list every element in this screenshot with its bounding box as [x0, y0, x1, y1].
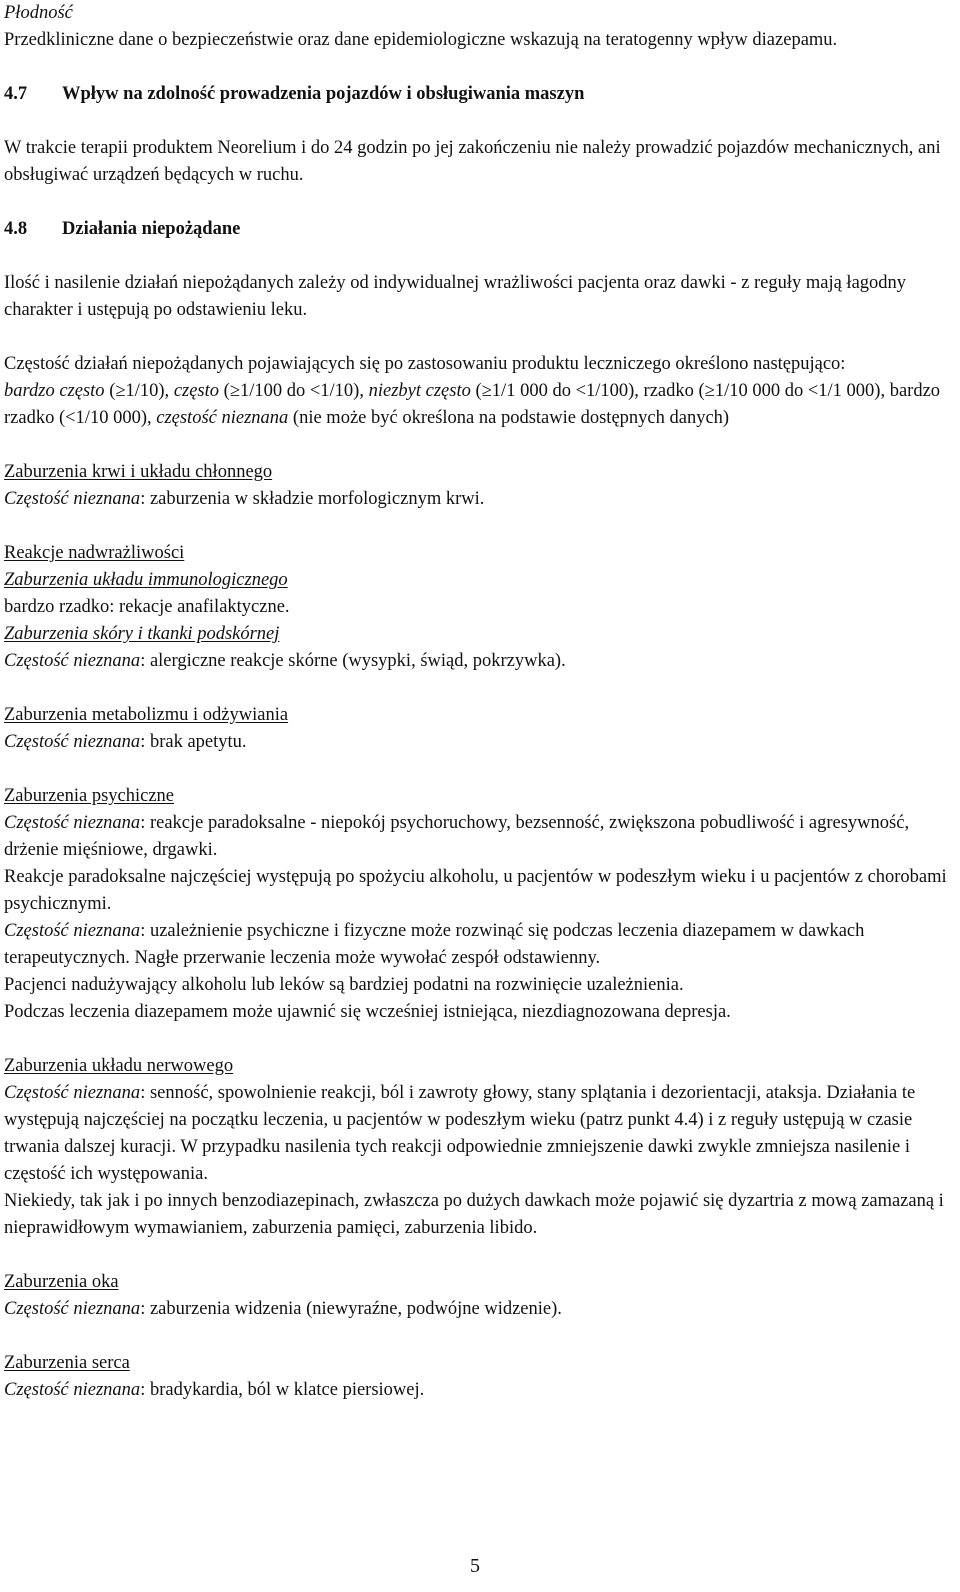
- freq-term: bardzo często: [4, 381, 105, 401]
- psychiatric-heading: Zaburzenia psychiczne: [4, 786, 175, 806]
- immune-text: bardzo rzadko: rekacje anafilaktyczne.: [4, 597, 290, 617]
- section-number: 4.8: [4, 219, 28, 239]
- effect-text: : bradykardia, ból w klatce piersiowej.: [140, 1380, 425, 1400]
- adverse-intro: Ilość i nasilenie działań niepożądanych zależy od indywidualnej wrażliwości pacjenta oraz dawki - z reguły mają łagodny charakter i ustępują po odstawieniu leku.: [4, 273, 907, 320]
- effect-text: : brak apetytu.: [140, 732, 247, 752]
- cardiac-heading: Zaburzenia serca: [4, 1353, 130, 1373]
- metabolism-text: [4, 729, 954, 756]
- skin-text: [4, 648, 954, 675]
- page-number: 5: [470, 1555, 480, 1577]
- psychiatric-text-2: Reakcje paradoksalne najczęściej występują po spożyciu alkoholu, u pacjentów w podeszłym wieku i u pacjentów z chorobami psychicznymi.: [4, 867, 947, 914]
- fertility-text: Przedkliniczne dane o bezpieczeństwie oraz dane epidemiologiczne wskazują na teratogenny wpływ diazepamu.: [4, 30, 838, 50]
- blood-heading: Zaburzenia krwi i układu chłonnego: [4, 462, 273, 482]
- section-4-8-heading: [4, 216, 954, 243]
- freq-label: Częstość nieznana: [4, 651, 141, 671]
- effect-text: : reakcje paradoksalne - niepokój psychoruchowy, bezsenność, zwiększona pobudliwość i agresywność, drżenie mięśniowe, drgawki.: [4, 813, 910, 860]
- effect-text: : senność, spowolnienie reakcji, ból i zawroty głowy, stany splątania i dezorientacji, ataksja. Działania te występują najczęściej na początku leczenia, u pacjentów w podeszłym wieku (patrz punkt 4.4) i z reguły ustępują w czasie trwania dalszej kuracji. W przypadku nasilenia tych reakcji odpowiednie zmniejszenie dawki zwykle zmniejsza nasilenie i częstość ich występowania.: [4, 1083, 916, 1184]
- freq-label: Częstość nieznana: [4, 1380, 141, 1400]
- hypersensitivity-heading: Reakcje nadwrażliwości: [4, 543, 185, 563]
- nervous-text-1: [4, 1080, 954, 1188]
- section-title: Wpływ na zdolność prowadzenia pojazdów i obsługiwania maszyn: [62, 84, 585, 104]
- freq-label: Częstość nieznana: [4, 813, 141, 833]
- cardiac-text: [4, 1377, 954, 1404]
- eye-text: [4, 1296, 954, 1323]
- document-page: [4, 0, 954, 1404]
- nervous-text-2: Niekiedy, tak jak i po innych benzodiazepinach, zwłaszcza po dużych dawkach może pojawić się dyzartria z mową zamazaną i nieprawidłowym wymawianiem, zaburzenia pamięci, zaburzenia libido.: [4, 1191, 944, 1238]
- freq-term: częstość nieznana: [156, 408, 289, 428]
- section-4-7-text: W trakcie terapii produktem Neorelium i do 24 godzin po jej zakończeniu nie należy prowadzić pojazdów mechanicznych, ani obsługiwać urządzeń będących w ruchu.: [4, 138, 941, 185]
- freq-label: Częstość nieznana: [4, 732, 141, 752]
- effect-text: : alergiczne reakcje skórne (wysypki, świąd, pokrzywka).: [140, 651, 566, 671]
- psychiatric-text-5: Podczas leczenia diazepamem może ujawnić się wcześniej istniejąca, niezdiagnozowana depresja.: [4, 1002, 731, 1022]
- freq-term: niezbyt często: [368, 381, 471, 401]
- effect-text: : zaburzenia widzenia (niewyraźne, podwójne widzenie).: [140, 1299, 562, 1319]
- section-number: 4.7: [4, 84, 28, 104]
- immune-heading: Zaburzenia układu immunologicznego: [4, 570, 288, 590]
- skin-heading: Zaburzenia skóry i tkanki podskórnej: [4, 624, 280, 644]
- eye-heading: Zaburzenia oka: [4, 1272, 119, 1292]
- section-title: Działania niepożądane: [62, 219, 241, 239]
- freq-range: (nie może być określona na podstawie dostępnych danych): [288, 408, 730, 428]
- section-4-7-heading: [4, 81, 954, 108]
- fertility-heading: Płodność: [4, 3, 73, 23]
- freq-label: Częstość nieznana: [4, 921, 141, 941]
- psychiatric-text-1: [4, 810, 954, 864]
- metabolism-heading: Zaburzenia metabolizmu i odżywiania: [4, 705, 289, 725]
- effect-text: : zaburzenia w składzie morfologicznym krwi.: [140, 489, 485, 509]
- psychiatric-text-4: Pacjenci nadużywający alkoholu lub leków są bardziej podatni na rozwinięcie uzależnienia.: [4, 975, 684, 995]
- freq-label: Częstość nieznana: [4, 1299, 141, 1319]
- nervous-heading: Zaburzenia układu nerwowego: [4, 1056, 234, 1076]
- freq-label: Częstość nieznana: [4, 1083, 141, 1103]
- freq-range: (≥1/10),: [104, 381, 174, 401]
- frequency-definitions: [4, 378, 954, 432]
- blood-text: [4, 486, 954, 513]
- freq-label: Częstość nieznana: [4, 489, 141, 509]
- psychiatric-text-3: [4, 918, 954, 972]
- frequency-intro: Częstość działań niepożądanych pojawiających się po zastosowaniu produktu leczniczego określono następująco:: [4, 354, 846, 374]
- freq-range: (≥1/1 000 do <1/100), rzadko (≥1/10 000 do <1/1 000), bardzo rzadko (<1/10 000),: [4, 381, 941, 428]
- freq-term: często: [173, 381, 220, 401]
- freq-range: (≥1/100 do <1/10),: [219, 381, 369, 401]
- effect-text: : uzależnienie psychiczne i fizyczne może rozwinąć się podczas leczenia diazepamem w dawkach terapeutycznych. Nagłe przerwanie leczenia może wywołać zespół odstawienny.: [4, 921, 865, 968]
